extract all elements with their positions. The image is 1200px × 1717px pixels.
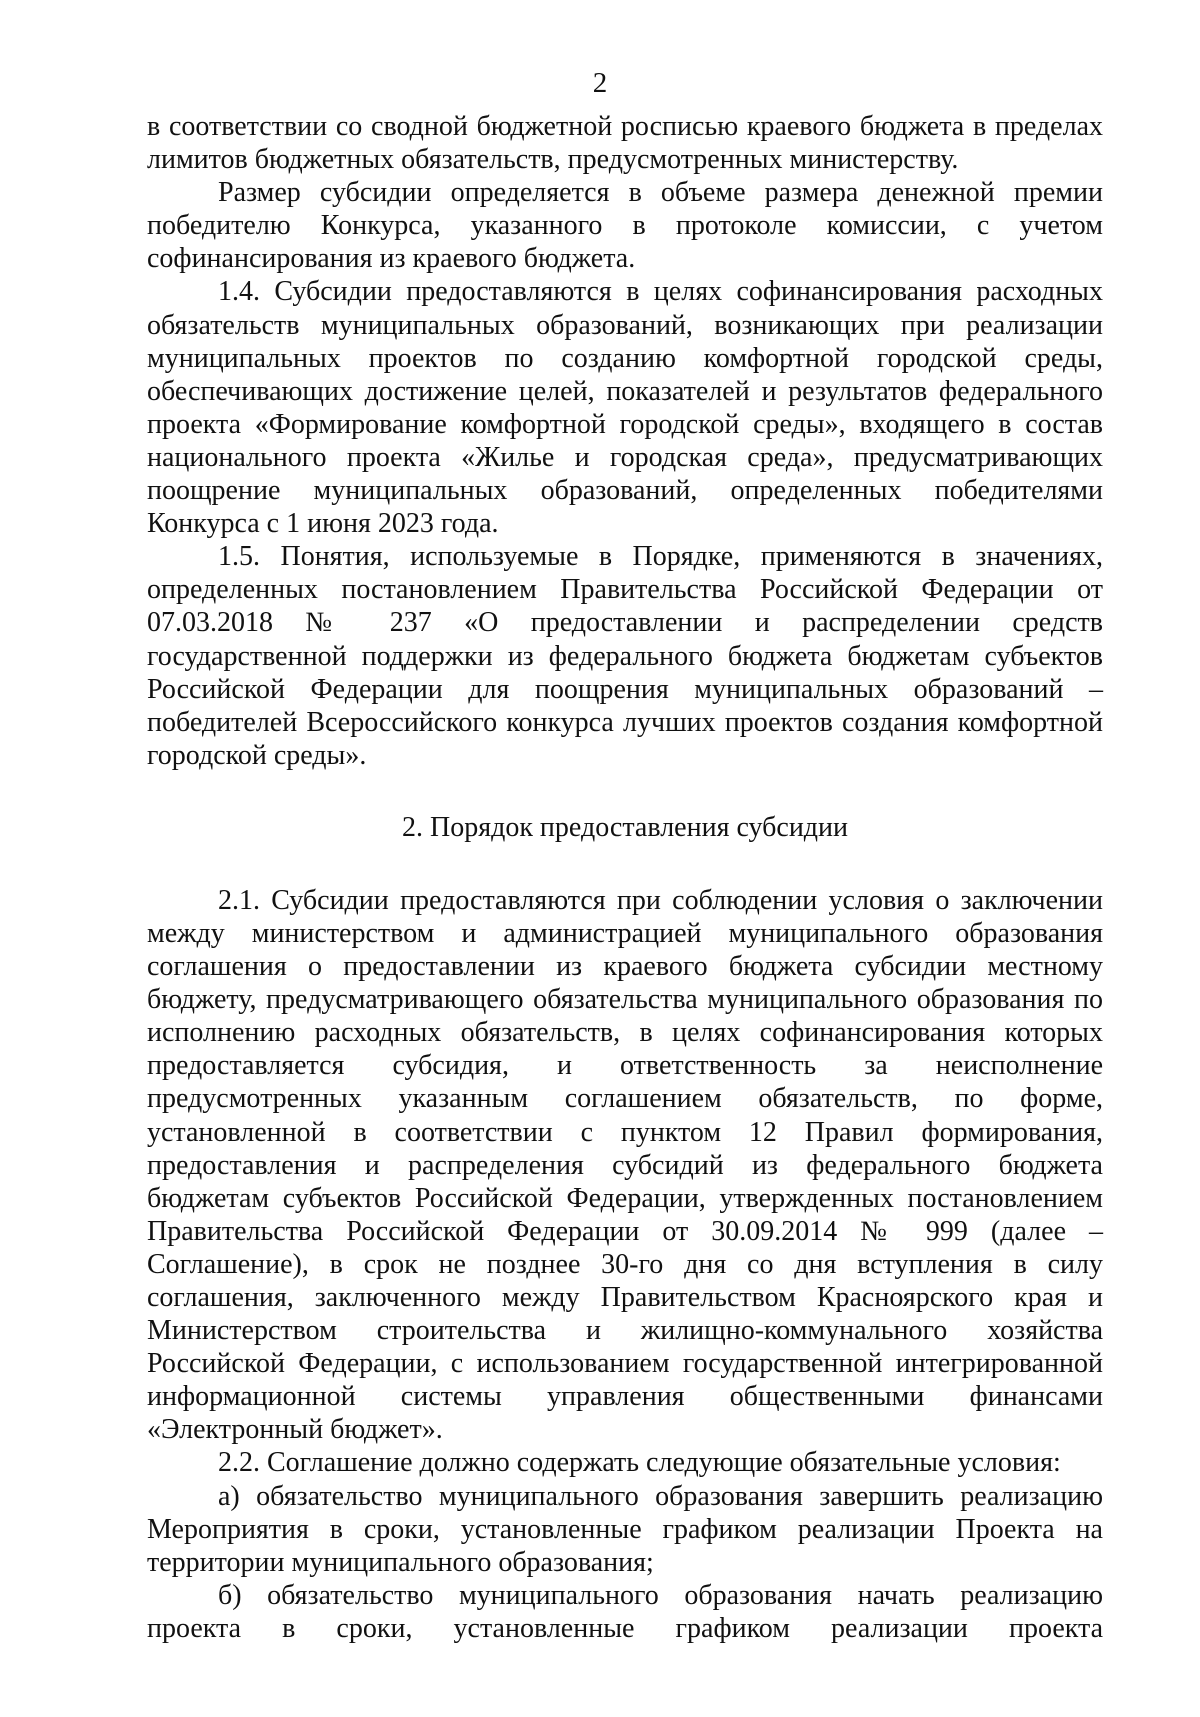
paragraph-2-2-b: б) обязательство муниципального образования начать реализацию проекта в сроки, установленные графиком реализации проекта — [147, 1579, 1103, 1644]
paragraph-2-1: 2.1. Субсидии предоставляются при соблюдении условия о заключении между министерством и администрацией муниципального образования соглашения о предоставлении из краевого бюджета субсидии местному бюджету, предусматривающего обязательства муниципального образования по исполнению расходных обязательств, в целях софинансирования которых предоставляется субсидия, и ответственность за неисполнение предусмотренных указанным соглашением обязательств, по форме, установленной в соответствии с пунктом 12 Правил формирования, предоставления и распределения субсидий из федерального бюджета бюджетам субъектов Российской Федерации, утвержденных постановлением Правительства Российской Федерации от 30.09.2014 № 999 (далее – Соглашение), в срок не позднее 30-го дня со дня вступления в силу соглашения, заключенного между Правительством Красноярского края и Министерством строительства и жилищно-коммунального хозяйства Российской Федерации, с использованием государственной интегрированной информационной системы управления общественными финансами «Электронный бюджет». — [147, 884, 1103, 1446]
paragraph-1-5: 1.5. Понятия, используемые в Порядке, применяются в значениях, определенных постановлением Правительства Российской Федерации от 07.03.2018 № 237 «О предоставлении и распределении средств государственной поддержки из федерального бюджета бюджетам субъектов Российской Федерации для поощрения муниципальных образований – победителей Всероссийского конкурса лучших проектов создания комфортной городской среды». — [147, 541, 1103, 771]
paragraph-subsidy-size: Размер субсидии определяется в объеме размера денежной премии победителю Конкурса, указанного в протоколе комиссии, с учетом софинансирования из краевого бюджета. — [147, 177, 1103, 275]
paragraph-2-2-a: а) обязательство муниципального образования завершить реализацию Мероприятия в сроки, установленные графиком реализации Проекта на территории муниципального образования; — [147, 1480, 1103, 1578]
paragraph-2-2: 2.2. Соглашение должно содержать следующие обязательные условия: — [218, 1447, 1061, 1479]
section-heading-2: 2. Порядок предоставления субсидии — [401, 811, 849, 843]
document-body — [147, 110, 1103, 1645]
page-number: 2 — [592, 67, 608, 99]
paragraph-budget-continuation: в соответствии со сводной бюджетной росписью краевого бюджета в пределах лимитов бюджетных обязательств, предусмотренных министерству. — [147, 111, 1103, 176]
paragraph-1-4: 1.4. Субсидии предоставляются в целях софинансирования расходных обязательств муниципальных образований, возникающих при реализации муниципальных проектов по созданию комфортной городской среды, обеспечивающих достижение целей, показателей и результатов федерального проекта «Формирование комфортной городской среды», входящего в состав национального проекта «Жилье и городская среда», предусматривающих поощрение муниципальных образований, определенных победителями Конкурса с 1 июня 2023 года. — [147, 276, 1103, 540]
